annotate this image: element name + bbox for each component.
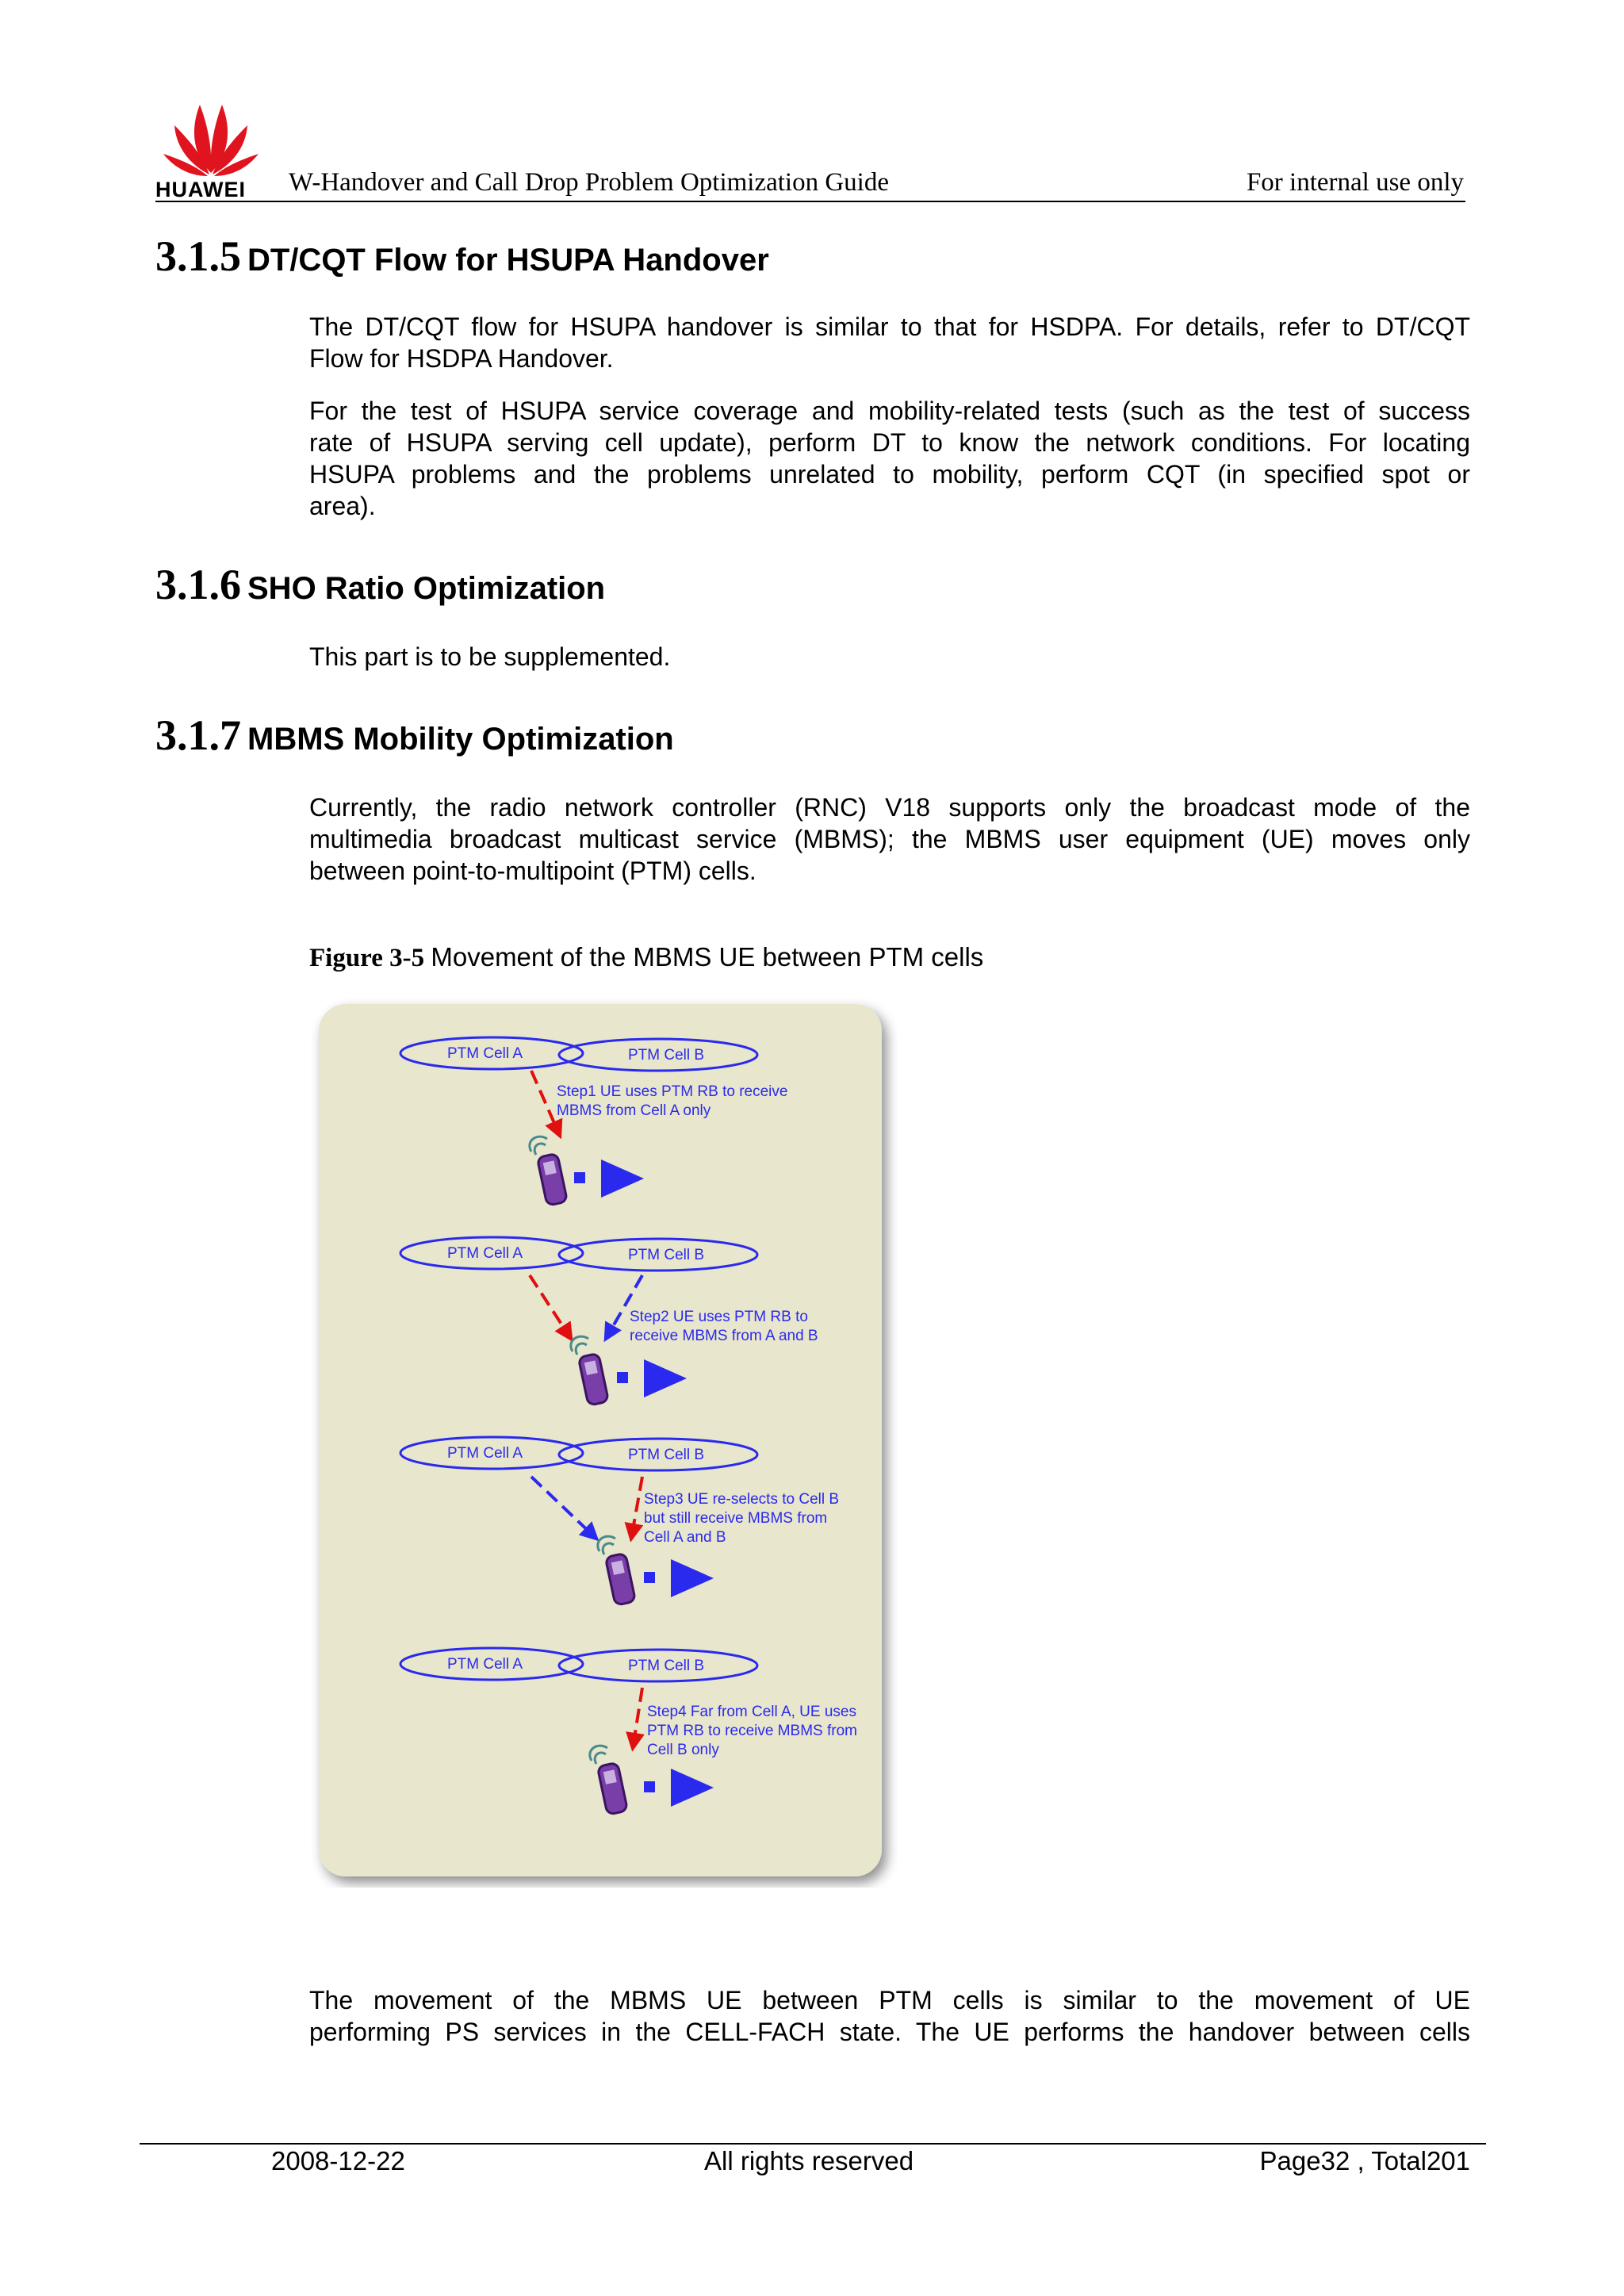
figure-label: Figure 3-5 [309,944,425,972]
footer-date: 2008-12-22 [271,2146,405,2175]
cell-b-label: PTM Cell B [628,1447,705,1463]
section-heading-3-1-7 [155,711,674,760]
step-4-text: PTM RB to receive MBMS from [647,1723,857,1739]
square-bullet-icon [574,1172,585,1183]
text-line: area). [309,492,376,520]
step-4-text: Step4 Far from Cell A, UE uses [647,1704,856,1720]
square-bullet-icon [644,1781,655,1792]
header-classification: For internal use only [1246,168,1464,197]
step-1-text: Step1 UE uses PTM RB to receive [557,1083,788,1100]
paragraph [309,792,1470,887]
section-title: DT/CQT Flow for HSUPA Handover [247,243,769,278]
section-title: MBMS Mobility Optimization [247,722,674,757]
text-line: HSUPA problems and the problems unrelated to mobility, perform CQT (in specified spot or [309,460,1470,489]
step-2-text: receive MBMS from A and B [630,1328,818,1344]
footer-rights: All rights reserved [704,2146,914,2175]
text-line: The DT/CQT flow for HSUPA handover is similar to that for HSDPA. For details, refer to DT/CQT [309,312,1470,341]
cell-a-label: PTM Cell A [447,1045,523,1062]
section-title: SHO Ratio Optimization [247,571,606,606]
text-line: Currently, the radio network controller (RNC) V18 supports only the broadcast mode of the [309,793,1470,822]
section-heading-3-1-6 [155,560,605,609]
cell-a-label: PTM Cell A [447,1245,523,1262]
mbms-movement-figure [311,998,898,1888]
text-line: This part is to be supplemented. [309,642,671,671]
cell-b-label: PTM Cell B [628,1247,705,1263]
figure-caption-text: Movement of the MBMS UE between PTM cells [431,942,984,972]
step-3-text: Step3 UE re-selects to Cell B [644,1491,840,1508]
cell-a-label: PTM Cell A [447,1445,523,1462]
paragraph [309,311,1470,374]
text-line: The movement of the MBMS UE between PTM cells is similar to the movement of UE [309,1986,1470,2014]
step-3-text: Cell A and B [644,1529,726,1546]
paragraph [309,1984,1470,2048]
text-line: performing PS services in the CELL-FACH state. The UE performs the handover between cells [309,2018,1470,2046]
step-2-text: Step2 UE uses PTM RB to [630,1309,808,1325]
section-number: 3.1.5 [155,232,241,280]
header-doc-title: W-Handover and Call Drop Problem Optimization Guide [289,168,890,197]
cell-b-label: PTM Cell B [628,1658,705,1674]
footer-page-number: Page32 , Total201 [1259,2146,1470,2175]
text-line: For the test of HSUPA service coverage and mobility-related tests (such as the test of success [309,397,1470,425]
step-1-text: MBMS from Cell A only [557,1102,711,1119]
square-bullet-icon [644,1572,655,1583]
step-4-text: Cell B only [647,1742,719,1758]
step-3-text: but still receive MBMS from [644,1510,828,1527]
text-line: multimedia broadcast multicast service (MBMS); the MBMS user equipment (UE) moves only [309,825,1470,853]
huawei-wordmark: HUAWEI [155,178,246,201]
figure-caption [309,942,983,973]
section-number: 3.1.6 [155,561,241,608]
text-line: between point-to-multipoint (PTM) cells. [309,857,756,885]
cell-a-label: PTM Cell A [447,1656,523,1673]
section-number: 3.1.7 [155,711,241,759]
square-bullet-icon [617,1372,628,1383]
footer-rule [140,2143,1486,2145]
section-heading-3-1-5 [155,232,769,281]
header-rule [155,201,1465,202]
paragraph [309,395,1470,522]
text-line: Flow for HSDPA Handover. [309,344,614,373]
text-line: rate of HSUPA serving cell update), perform DT to know the network conditions. For locating [309,428,1470,457]
cell-b-label: PTM Cell B [628,1047,705,1064]
paragraph [309,641,1470,673]
